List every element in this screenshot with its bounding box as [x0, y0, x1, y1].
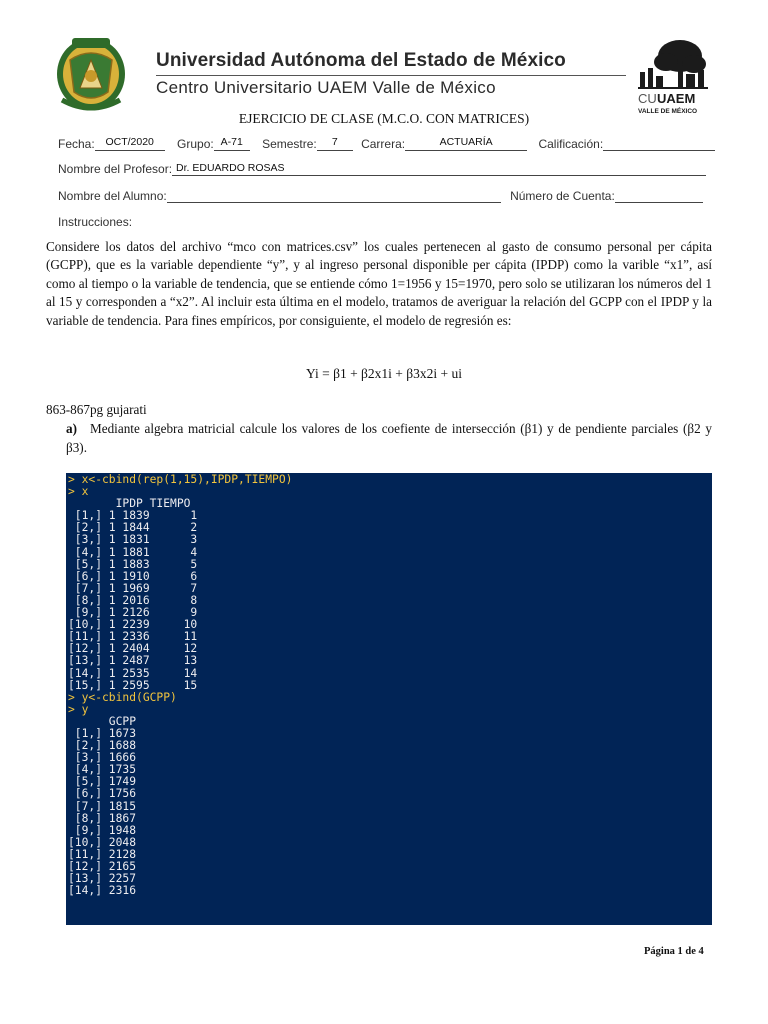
console-output-line: [13,] 1 2487 13 — [68, 654, 198, 668]
semestre-field[interactable]: 7 — [317, 136, 353, 151]
alumno-field[interactable] — [167, 188, 501, 203]
console-output-line: [5,] 1 1883 5 — [68, 557, 198, 571]
calificacion-label: Calificación: — [538, 137, 604, 151]
question-a-label: a) — [66, 421, 77, 436]
problem-statement: Considere los datos del archivo “mco con matrices.csv” los cuales pertenecen al gasto de consumo personal per cápita (GCPP), que es la variable dependiente “y”, y al ingreso personal disponible per cápita (IPDP) como la varible “x1”, así como al tiempo o la variable de tendencia, que se entiende cómo 1=1956 y 15=1970, pero solo se utilizaran los números del 1 al 15 y corresponden a “x2”. Al incluir esta última en el modelo, tratamos de averiguar la relación del GCPP con el IPDP y la variable de tendencia. Para fines empíricos, por consiguiente, el modelo de regresión es: — [46, 239, 712, 328]
console-output-line: [15,] 1 2595 15 — [68, 678, 198, 692]
console-command-line: > y<-cbind(GCPP) — [68, 690, 177, 704]
console-output-line: [7,] 1815 — [68, 799, 137, 813]
question-a — [66, 419, 712, 457]
console-command-line: > x<-cbind(rep(1,15),IPDP,TIEMPO) — [68, 473, 293, 486]
profesor-label: Nombre del Profesor: — [58, 162, 173, 176]
book-reference: 863-867pg gujarati — [46, 402, 147, 417]
console-command-line: > x — [68, 485, 89, 499]
console-output-line: [6,] 1756 — [68, 787, 137, 801]
alumno-label: Nombre del Alumno: — [58, 189, 167, 203]
carrera-label: Carrera: — [361, 137, 406, 151]
uaem-crest-logo — [50, 30, 132, 114]
grupo-field[interactable]: A-71 — [214, 136, 250, 151]
console-output-line: [13,] 2257 — [68, 872, 137, 886]
fecha-label: Fecha: — [58, 137, 95, 151]
campus-name: Centro Universitario UAEM Valle de México — [156, 78, 496, 97]
form-row-2 — [58, 162, 706, 176]
form-row-1 — [58, 136, 715, 151]
logo-sub-text: VALLE DE MÉXICO — [638, 108, 698, 115]
console-output-line: [14,] 2316 — [68, 884, 137, 898]
console-output-line: [12,] 2165 — [68, 860, 137, 873]
console-output-line: [12,] 1 2404 12 — [68, 642, 198, 656]
question-a-text: Mediante algebra matricial calcule los valores de los coefiente de intersección (β1) y de pendiente parciales (β2 y β3). — [66, 421, 712, 455]
header-divider — [156, 75, 626, 76]
console-output-line: [9,] 1 2126 9 — [68, 606, 198, 620]
console-output-line: [10,] 1 2239 10 — [68, 618, 198, 632]
instrucciones-label: Instrucciones: — [58, 215, 133, 229]
console-output-line: [2,] 1688 — [68, 739, 137, 753]
calificacion-field[interactable] — [603, 136, 715, 151]
console-output-line: [9,] 1948 — [68, 823, 137, 837]
exercise-title: EJERCICIO DE CLASE (M.C.O. CON MATRICES) — [238, 111, 530, 126]
r-console-output — [66, 473, 712, 925]
grupo-label: Grupo: — [177, 137, 214, 151]
console-output-line: [8,] 1867 — [68, 811, 137, 825]
console-command-line: > y — [68, 702, 89, 716]
console-output-line: [3,] 1 1831 3 — [68, 533, 198, 547]
console-output-line: GCPP — [68, 714, 137, 728]
console-output-line: [7,] 1 1969 7 — [68, 581, 198, 595]
carrera-field[interactable]: ACTUARÍA — [405, 136, 527, 151]
profesor-field[interactable]: Dr. EDUARDO ROSAS — [172, 162, 706, 176]
cuenta-field[interactable] — [615, 188, 703, 203]
console-text — [66, 473, 712, 897]
console-output-line: [8,] 1 2016 8 — [68, 593, 198, 607]
console-output-line: [1,] 1673 — [68, 726, 137, 740]
logo-uaem-text: UAEM — [657, 91, 696, 106]
console-output-line: [10,] 2048 — [68, 835, 137, 849]
page-number: Página 1 de 4 — [644, 946, 704, 957]
console-output-line: [6,] 1 1910 6 — [68, 569, 198, 583]
regression-equation: Yi = β1 + β2x1i + β3x2i + ui — [305, 366, 463, 381]
console-output-line: [14,] 1 2535 14 — [68, 666, 198, 680]
console-output-line: [1,] 1 1839 1 — [68, 509, 198, 523]
console-output-line: [11,] 2128 — [68, 847, 137, 861]
console-output-line: [11,] 1 2336 11 — [68, 630, 198, 644]
console-output-line: [2,] 1 1844 2 — [68, 521, 198, 535]
console-output-line: [3,] 1666 — [68, 751, 137, 765]
form-row-3 — [58, 188, 703, 203]
cu-uaem-logo — [632, 38, 714, 118]
console-output-line: IPDP TIEMPO — [68, 497, 191, 511]
fecha-field[interactable]: OCT/2020 — [95, 136, 165, 151]
console-output-line: [5,] 1749 — [68, 775, 137, 789]
cuenta-label: Número de Cuenta: — [510, 189, 615, 203]
semestre-label: Semestre: — [262, 137, 317, 151]
logo-cu-text: CU — [638, 91, 657, 106]
console-output-line: [4,] 1 1881 4 — [68, 545, 198, 559]
console-output-line: [4,] 1735 — [68, 763, 137, 777]
university-name: Universidad Autónoma del Estado de México — [156, 50, 566, 71]
